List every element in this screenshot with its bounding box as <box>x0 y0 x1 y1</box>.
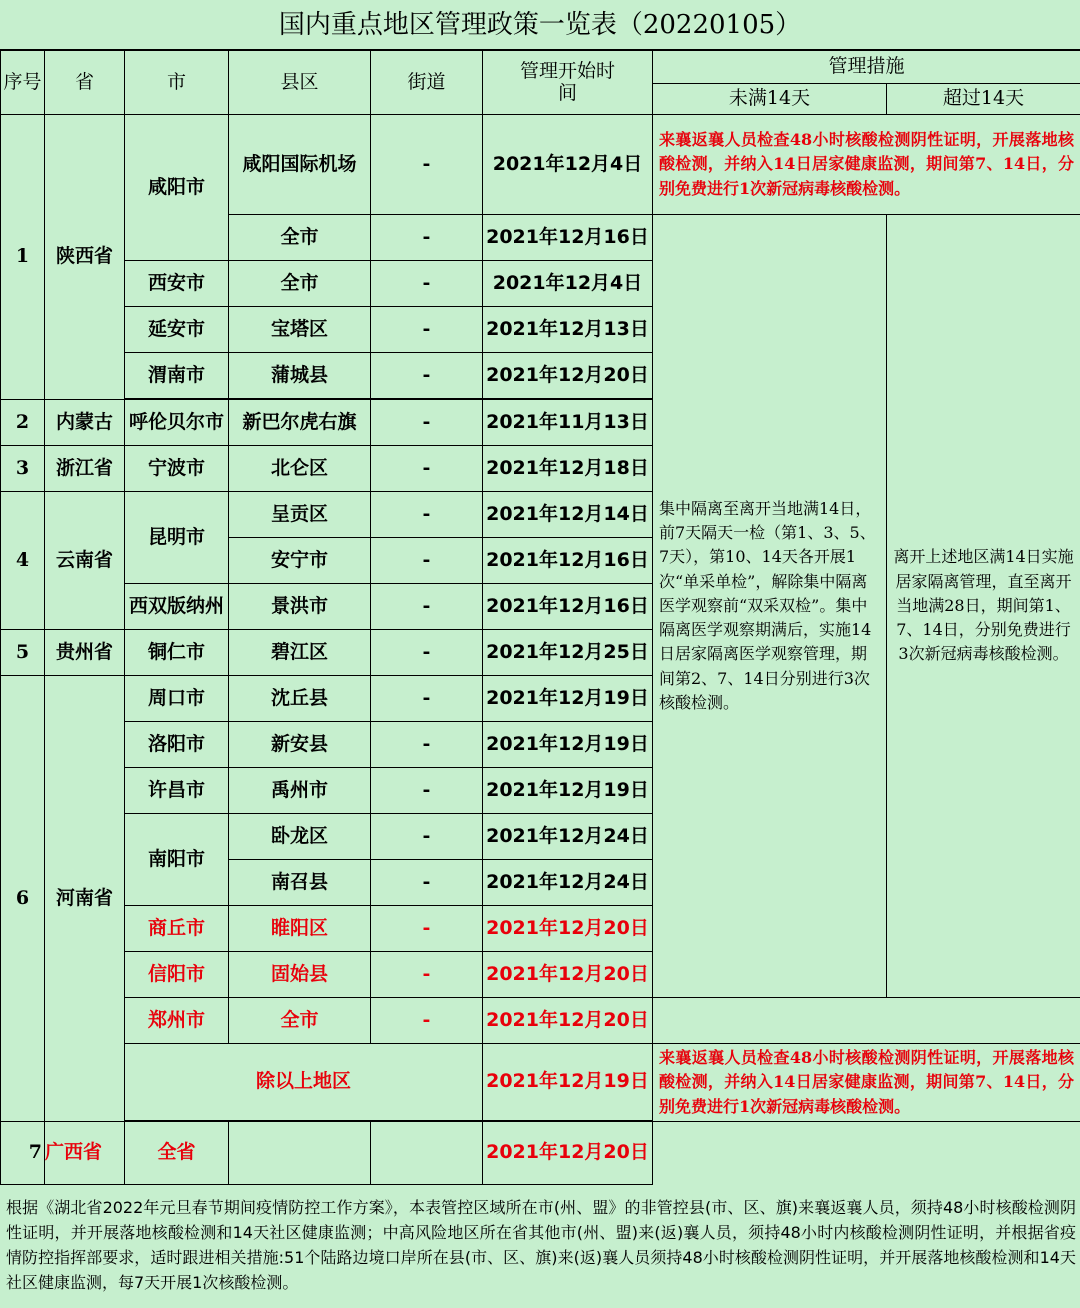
county-cell: 禹州市 <box>229 768 371 814</box>
city-cell: 郑州市 <box>125 998 229 1044</box>
street-cell: - <box>371 814 483 860</box>
date-cell: 2021年12月14日 <box>483 492 653 538</box>
street-cell: - <box>371 630 483 676</box>
province-cell: 河南省 <box>45 676 125 1122</box>
seq-cell: 1 <box>1 115 45 400</box>
county-cell: 安宁市 <box>229 538 371 584</box>
date-cell: 2021年12月19日 <box>483 722 653 768</box>
street-cell: - <box>371 768 483 814</box>
city-cell: 全省 <box>125 1121 229 1184</box>
header-measures: 管理措施 <box>653 51 1080 84</box>
city-cell: 西安市 <box>125 261 229 307</box>
date-cell: 2021年12月20日 <box>483 353 653 399</box>
header-street: 街道 <box>371 51 483 115</box>
date-cell: 2021年12月19日 <box>483 676 653 722</box>
date-cell: 2021年12月24日 <box>483 860 653 906</box>
city-cell: 周口市 <box>125 676 229 722</box>
seq-cell: 7 <box>1 1121 45 1184</box>
province-cell: 广西省 <box>45 1121 125 1184</box>
city-cell: 信阳市 <box>125 952 229 998</box>
date-cell: 2021年12月20日 <box>483 952 653 998</box>
street-cell: - <box>371 538 483 584</box>
city-cell: 南阳市 <box>125 814 229 906</box>
date-cell: 2021年12月25日 <box>483 630 653 676</box>
measure-over14: 离开上述地区满14日实施居家隔离管理，直至离开当地满28日，期间第1、7、14日，分别免费进行3次新冠病毒核酸检测。 <box>887 215 1080 998</box>
street-cell <box>371 1121 483 1184</box>
province-cell: 陕西省 <box>45 115 125 400</box>
city-cell: 商丘市 <box>125 906 229 952</box>
city-cell: 西双版纳州 <box>125 584 229 630</box>
street-cell: - <box>371 261 483 307</box>
header-under14: 未满14天 <box>653 84 887 115</box>
header-county: 县区 <box>229 51 371 115</box>
city-cell: 呼伦贝尔市 <box>125 400 229 446</box>
header-province: 省 <box>45 51 125 115</box>
date-cell: 2021年12月13日 <box>483 307 653 353</box>
measure-red-note-2: 来襄返襄人员检查48小时核酸检测阴性证明，开展落地核酸检测，并纳入14日居家健康监测，期间第7、14日，分别免费进行1次新冠病毒核酸检测。 <box>653 1044 1080 1122</box>
header-over14: 超过14天 <box>887 84 1080 115</box>
county-cell: 宝塔区 <box>229 307 371 353</box>
seq-cell: 4 <box>1 492 45 630</box>
county-cell: 固始县 <box>229 952 371 998</box>
seq-cell: 3 <box>1 446 45 492</box>
city-cell: 洛阳市 <box>125 722 229 768</box>
date-cell: 2021年11月13日 <box>483 400 653 446</box>
date-cell: 2021年12月16日 <box>483 215 653 261</box>
date-cell: 2021年12月4日 <box>483 115 653 215</box>
city-cell: 宁波市 <box>125 446 229 492</box>
county-cell: 沈丘县 <box>229 676 371 722</box>
county-cell: 景洪市 <box>229 584 371 630</box>
city-cell: 咸阳市 <box>125 115 229 261</box>
county-cell: 北仑区 <box>229 446 371 492</box>
province-cell: 贵州省 <box>45 630 125 676</box>
date-cell: 2021年12月20日 <box>483 1121 653 1184</box>
date-cell: 2021年12月20日 <box>483 998 653 1044</box>
street-cell: - <box>371 676 483 722</box>
seq-cell: 6 <box>1 676 45 1122</box>
city-cell: 许昌市 <box>125 768 229 814</box>
county-cell: 呈贡区 <box>229 492 371 538</box>
header-seq: 序号 <box>1 51 45 115</box>
other-area-cell: 除以上地区 <box>125 1044 483 1121</box>
province-cell: 云南省 <box>45 492 125 630</box>
header-city: 市 <box>125 51 229 115</box>
province-cell: 内蒙古 <box>45 400 125 446</box>
county-cell: 卧龙区 <box>229 814 371 860</box>
street-cell: - <box>371 722 483 768</box>
date-cell: 2021年12月20日 <box>483 906 653 952</box>
date-cell: 2021年12月4日 <box>483 261 653 307</box>
county-cell: 全市 <box>229 215 371 261</box>
street-cell: - <box>371 860 483 906</box>
date-cell: 2021年12月19日 <box>483 1044 653 1121</box>
county-cell: 咸阳国际机场 <box>229 115 371 215</box>
date-cell: 2021年12月16日 <box>483 584 653 630</box>
seq-cell: 5 <box>1 630 45 676</box>
street-cell: - <box>371 215 483 261</box>
city-cell: 昆明市 <box>125 492 229 584</box>
street-cell: - <box>371 307 483 353</box>
policy-table <box>0 50 1080 1185</box>
county-cell: 新巴尔虎右旗 <box>229 400 371 446</box>
street-cell: - <box>371 353 483 399</box>
city-cell: 铜仁市 <box>125 630 229 676</box>
measure-red-note: 来襄返襄人员检查48小时核酸检测阴性证明，开展落地核酸检测，并纳入14日居家健康监测，期间第7、14日，分别免费进行1次新冠病毒核酸检测。 <box>653 115 1080 215</box>
county-cell: 南召县 <box>229 860 371 906</box>
date-cell: 2021年12月16日 <box>483 538 653 584</box>
street-cell: - <box>371 115 483 215</box>
city-cell: 延安市 <box>125 307 229 353</box>
county-cell: 睢阳区 <box>229 906 371 952</box>
county-cell <box>229 1121 371 1184</box>
footnote: 根据《湖北省2022年元旦春节期间疫情防控工作方案》，本表管控区域所在市(州、盟》的非管控县(市、区、旗)来襄返襄人员，须持48小时核酸检测阴性证明，并开展落地核酸检测和14天社区健康监测；中高风险地区所在省其他市(州、盟)来(返)襄人员，须持48小时内核酸检测阴性证明，并根据省疫情防控指挥部要求，适时跟进相关措施:51个陆路边境口岸所在县(市、区、旗)来(返)襄人员须持48小时核酸检测阴性证明，并开展落地核酸检测和14天社区健康监测，每7天开展1次核酸检测。 <box>6 1197 1076 1292</box>
county-cell: 碧江区 <box>229 630 371 676</box>
date-cell: 2021年12月19日 <box>483 768 653 814</box>
county-cell: 全市 <box>229 261 371 307</box>
street-cell: - <box>371 400 483 446</box>
date-cell: 2021年12月24日 <box>483 814 653 860</box>
street-cell: - <box>371 998 483 1044</box>
street-cell: - <box>371 906 483 952</box>
street-cell: - <box>371 446 483 492</box>
street-cell: - <box>371 492 483 538</box>
county-cell: 全市 <box>229 998 371 1044</box>
street-cell: - <box>371 584 483 630</box>
seq-cell: 2 <box>1 400 45 446</box>
measure-under14: 集中隔离至离开当地满14日，前7天隔天一检（第1、3、5、7天），第10、14天各开展1次“单采单检”，解除集中隔离医学观察前“双采双检”。集中隔离医学观察期满后，实施14日居家隔离医学观察管理，期间第2、7、14日分别进行3次核酸检测。 <box>653 215 887 998</box>
street-cell: - <box>371 952 483 998</box>
county-cell: 新安县 <box>229 722 371 768</box>
date-cell: 2021年12月18日 <box>483 446 653 492</box>
header-start-time: 管理开始时间 <box>483 51 653 115</box>
county-cell: 蒲城县 <box>229 353 371 399</box>
page-title: 国内重点地区管理政策一览表（20220105） <box>0 0 1080 50</box>
province-cell: 浙江省 <box>45 446 125 492</box>
city-cell: 渭南市 <box>125 353 229 399</box>
